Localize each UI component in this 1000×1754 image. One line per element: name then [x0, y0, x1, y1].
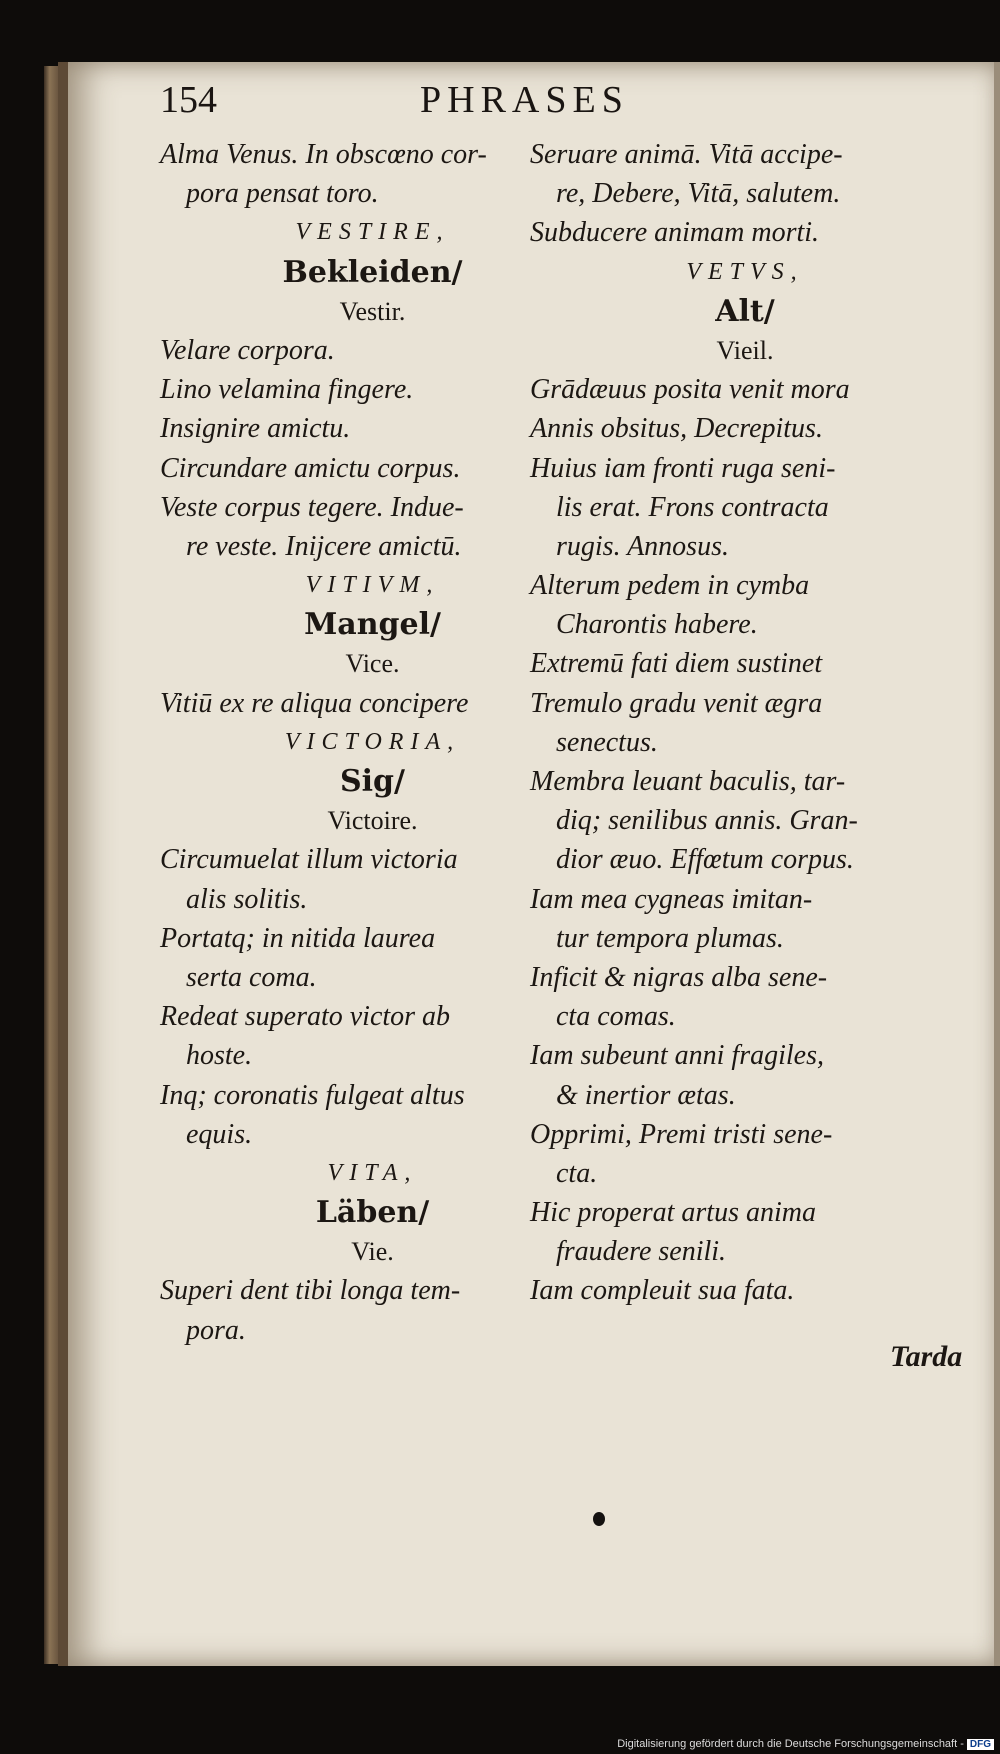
phrase-line: Grādæuus posita venit mora [530, 374, 850, 406]
phrase-line: Iam compleuit sua fata. [530, 1275, 795, 1307]
phrase-line: Alterum pedem in cymba [530, 570, 810, 602]
phrase-line: Inficit & nigras alba sene- [530, 961, 828, 993]
phrase-continuation: Charontis habere. [556, 609, 758, 641]
french-gloss: Vie. [351, 1237, 394, 1267]
phrase-continuation: rugis. Annosus. [556, 530, 729, 562]
running-head-title: PHRASES [420, 79, 629, 121]
phrase-line: Inq; coronatis fulgeat altus [160, 1079, 465, 1111]
phrase-line: Huius iam fronti ruga seni- [530, 452, 836, 484]
phrase-continuation: cta. [556, 1157, 598, 1189]
phrase-continuation: diq; senilibus annis. Gran- [556, 805, 858, 837]
phrase-line: Velare corpora. [160, 334, 335, 366]
phrase-continuation: pora. [186, 1314, 246, 1346]
phrase-continuation: lis erat. Frons contracta [556, 491, 829, 523]
phrase-continuation: dior æuo. Effœtum corpus. [556, 844, 854, 876]
phrase-line: Veste corpus tegere. Indue- [160, 491, 464, 523]
dfg-logo: DFG [967, 1739, 994, 1750]
phrase-line: Vitiū ex re aliqua concipere [160, 687, 469, 719]
phrase-line: Hic properat artus anima [530, 1197, 816, 1229]
entry-heading: VICTORIA, [284, 728, 461, 755]
german-gloss: Läben/ [315, 1195, 430, 1231]
page-number: 154 [160, 79, 217, 121]
phrase-continuation: alis solitis. [186, 883, 308, 915]
right-text-column [530, 135, 960, 1311]
german-gloss: Mangel/ [304, 607, 441, 643]
phrase-line: Circumuelat illum victoria [160, 844, 458, 876]
phrase-line: Superi dent tibi longa tem- [160, 1275, 461, 1307]
phrase-line: Seruare animā. Vitā accipe- [530, 139, 843, 170]
ink-dot [593, 1512, 605, 1526]
phrase-line: Alma Venus. In obscœno cor- [160, 139, 487, 170]
phrase-continuation: pora pensat toro. [186, 178, 379, 210]
phrase-line: Opprimi, Premi tristi sene- [530, 1118, 833, 1150]
phrase-line: Annis obsitus, Decrepitus. [530, 413, 823, 445]
german-gloss: Alt/ [715, 293, 775, 329]
phrase-line: Subducere animam morti. [530, 217, 820, 249]
phrase-continuation: serta coma. [186, 961, 317, 993]
phrase-continuation: & inertior ætas. [556, 1079, 736, 1111]
phrase-continuation: hoste. [186, 1040, 253, 1072]
entry-heading: VETVS, [686, 258, 804, 285]
phrase-line: Redeat superato victor ab [160, 1001, 451, 1033]
entry-heading: VITA, [327, 1159, 418, 1186]
phrase-continuation: equis. [186, 1118, 253, 1150]
entry-heading: VESTIRE, [295, 219, 450, 246]
catchword: Tarda [890, 1340, 963, 1373]
french-gloss: Vestir. [339, 296, 406, 326]
phrase-continuation: fraudere senili. [556, 1236, 727, 1268]
digitization-credit [617, 1738, 994, 1750]
phrase-line: Iam subeunt anni fragiles, [530, 1040, 824, 1072]
french-gloss: Victoire. [327, 806, 418, 836]
german-gloss: Bekleiden/ [282, 254, 463, 290]
phrase-line: Circundare amictu corpus. [160, 452, 461, 484]
phrase-continuation: senectus. [556, 726, 658, 758]
phrase-line: Membra leuant baculis, tar- [530, 766, 846, 797]
phrase-line: Portatq; in nitida laurea [160, 922, 436, 954]
french-gloss: Vieil. [716, 335, 774, 365]
phrase-continuation: re, Debere, Vitā, salutem. [556, 178, 841, 210]
entry-heading: VITIVM, [305, 572, 440, 599]
phrase-continuation: cta comas. [556, 1001, 676, 1033]
phrase-line: Extremū fati diem sustinet [530, 648, 823, 680]
phrase-line: Tremulo gradu venit ægra [530, 687, 823, 719]
phrase-continuation: tur tempora plumas. [556, 922, 784, 954]
book-page-edge [44, 66, 58, 1664]
phrase-line: Insignire amictu. [160, 413, 351, 445]
gutter-shadow [994, 62, 1000, 1666]
left-text-column [160, 135, 585, 1350]
phrase-line: Iam mea cygneas imitan- [530, 883, 813, 915]
phrase-line: Lino velamina fingere. [160, 374, 414, 406]
german-gloss: Sig/ [340, 764, 405, 799]
phrase-continuation: re veste. Inijcere amictū. [186, 530, 462, 562]
french-gloss: Vice. [345, 649, 400, 679]
credit-text: Digitalisierung gefördert durch die Deutsche Forschungsgemeinschaft - [617, 1738, 964, 1750]
